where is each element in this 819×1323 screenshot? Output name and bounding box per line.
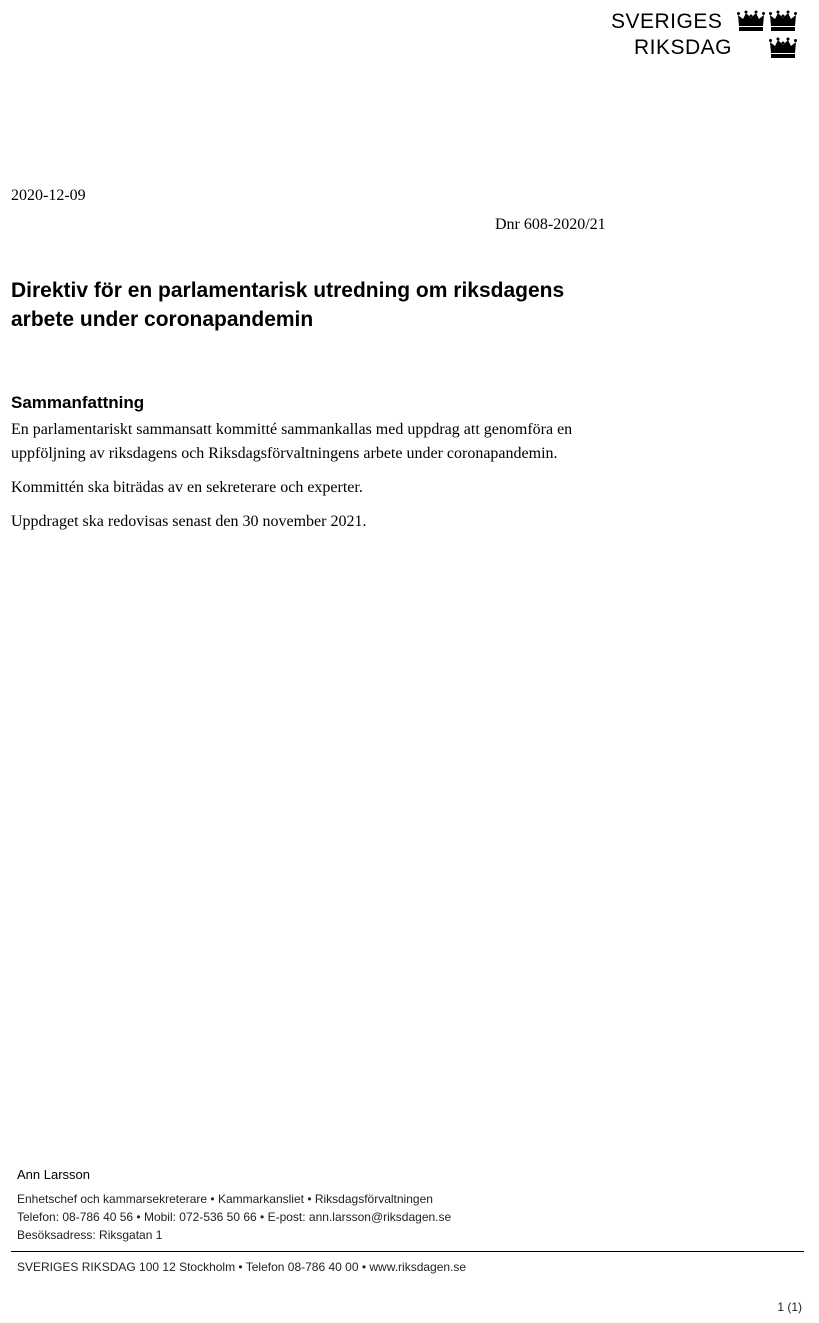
- summary-body: [11, 418, 581, 544]
- footer-divider: [11, 1251, 804, 1252]
- contact-visit-address: Besöksadress: Riksgatan 1: [17, 1228, 163, 1242]
- summary-paragraph: En parlamentariskt sammansatt kommitté sammankallas med uppdrag att genomföra en uppföljning av riksdagens och Riksdagsförvaltningens arbete under coronapandemin.: [11, 421, 573, 462]
- logo-text-riksdag: RIKSDAG: [634, 36, 733, 59]
- crown-icon: [737, 10, 765, 32]
- logo-text-sveriges: SVERIGES: [611, 10, 723, 33]
- page-number: 1 (1): [777, 1300, 802, 1314]
- summary-paragraph: Uppdraget ska redovisas senast den 30 november 2021.: [11, 513, 367, 530]
- riksdag-logo: [609, 8, 799, 64]
- footer-address: SVERIGES RIKSDAG 100 12 Stockholm • Telefon 08-786 40 00 • www.riksdagen.se: [17, 1260, 467, 1274]
- document-title: Direktiv för en parlamentarisk utredning om riksdagens arbete under coronapandemin: [11, 279, 565, 331]
- contact-block: [17, 1167, 451, 1244]
- document-date: 2020-12-09: [11, 187, 86, 204]
- summary-heading: Sammanfattning: [11, 393, 145, 412]
- crown-icon: [769, 37, 797, 59]
- contact-name: Ann Larsson: [17, 1167, 90, 1182]
- document-reference-number: Dnr 608-2020/21: [495, 216, 606, 233]
- contact-role: Enhetschef och kammarsekreterare • Kammarkansliet • Riksdagsförvaltningen: [17, 1192, 433, 1206]
- crown-icon: [769, 10, 797, 32]
- summary-paragraph: Kommittén ska biträdas av en sekreterare och experter.: [11, 479, 363, 496]
- contact-phone-email: Telefon: 08-786 40 56 • Mobil: 072-536 50 66 • E-post: ann.larsson@riksdagen.se: [17, 1210, 452, 1224]
